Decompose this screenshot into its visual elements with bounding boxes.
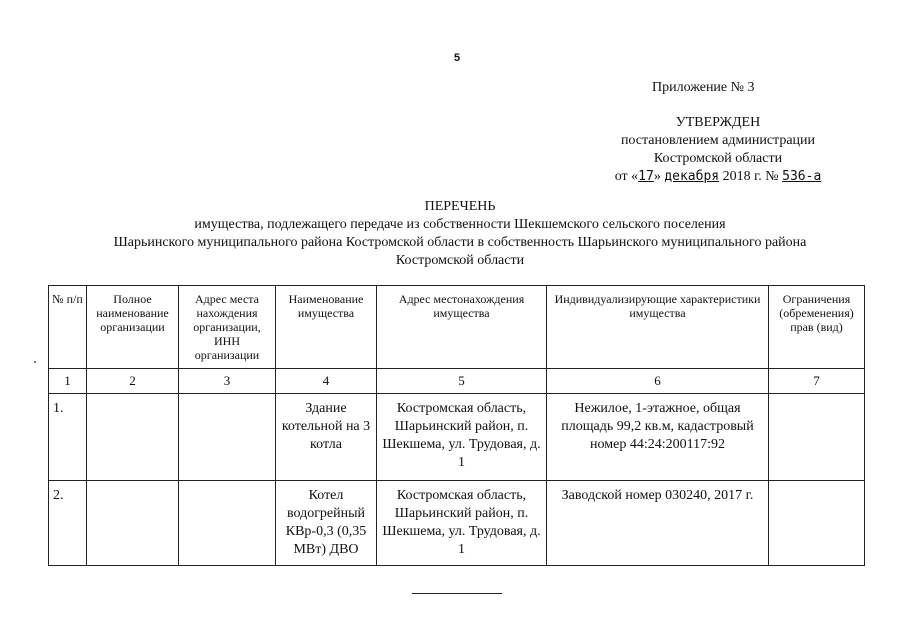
header-org: Полное наименование организации [87, 286, 179, 369]
column-number-row [49, 369, 865, 394]
column-number: 4 [276, 369, 377, 394]
property-table [48, 285, 865, 566]
row-num: 1. [49, 394, 87, 481]
title-line-3: Костромской области [395, 253, 525, 268]
title-heading: ПЕРЕЧЕНЬ [424, 199, 496, 214]
approval-block [580, 114, 856, 186]
column-number: 3 [179, 369, 276, 394]
document-title [60, 198, 860, 270]
table-row [49, 481, 865, 566]
header-num: № п/п [49, 286, 87, 369]
header-org-address: Адрес места нахождения организации, ИНН организации [179, 286, 276, 369]
approval-heading: УТВЕРЖДЕН [675, 115, 761, 130]
title-line-2: Шарьинского муниципального района Костромской области в собственность Шарьинского муниципального района [113, 235, 807, 250]
scan-speck [34, 361, 36, 363]
row-characteristics: Заводской номер 030240, 2017 г. [547, 481, 769, 566]
column-number: 2 [87, 369, 179, 394]
title-line-1: имущества, подлежащего передаче из собственности Шекшемского сельского поселения [194, 217, 726, 232]
row-org [87, 481, 179, 566]
column-number: 6 [547, 369, 769, 394]
column-number: 7 [769, 369, 865, 394]
header-property-name: Наименование имущества [276, 286, 377, 369]
row-num: 2. [49, 481, 87, 566]
date-month: декабря [664, 169, 720, 184]
row-org-address [179, 394, 276, 481]
row-restrictions [769, 394, 865, 481]
date-year: 2018 г. № [719, 169, 783, 184]
header-restrictions: Ограничения (обременения) прав (вид) [769, 286, 865, 369]
column-number: 1 [49, 369, 87, 394]
row-org-address [179, 481, 276, 566]
decree-number: 536-а [782, 169, 822, 184]
header-property-address: Адрес местонахождения имущества [377, 286, 547, 369]
table-header-row [49, 286, 865, 369]
footer-divider [412, 593, 502, 594]
row-property-name: Котел водогрейный КВр-0,3 (0,35 МВт) ДВО [276, 481, 377, 566]
approval-line-2: Костромской области [653, 151, 783, 166]
approval-line-1: постановлением администрации [620, 133, 816, 148]
row-property-address: Костромская область, Шарьинский район, п. Шекшема, ул. Трудовая, д. 1 [377, 394, 547, 481]
date-prefix: от « [614, 169, 639, 184]
date-day: 17 [638, 169, 654, 184]
table-row [49, 394, 865, 481]
header-characteristics: Индивидуализирующие характеристики имущества [547, 286, 769, 369]
row-property-name: Здание котельной на 3 котла [276, 394, 377, 481]
row-property-address: Костромская область, Шарьинский район, п. Шекшема, ул. Трудовая, д. 1 [377, 481, 547, 566]
page-number: 5 [454, 52, 461, 64]
row-restrictions [769, 481, 865, 566]
appendix-label: Приложение № 3 [652, 80, 755, 95]
approval-date-line [580, 168, 856, 186]
row-org [87, 394, 179, 481]
date-day-suffix: » [653, 169, 665, 184]
row-characteristics: Нежилое, 1-этажное, общая площадь 99,2 кв.м, кадастровый номер 44:24:200117:92 [547, 394, 769, 481]
column-number: 5 [377, 369, 547, 394]
